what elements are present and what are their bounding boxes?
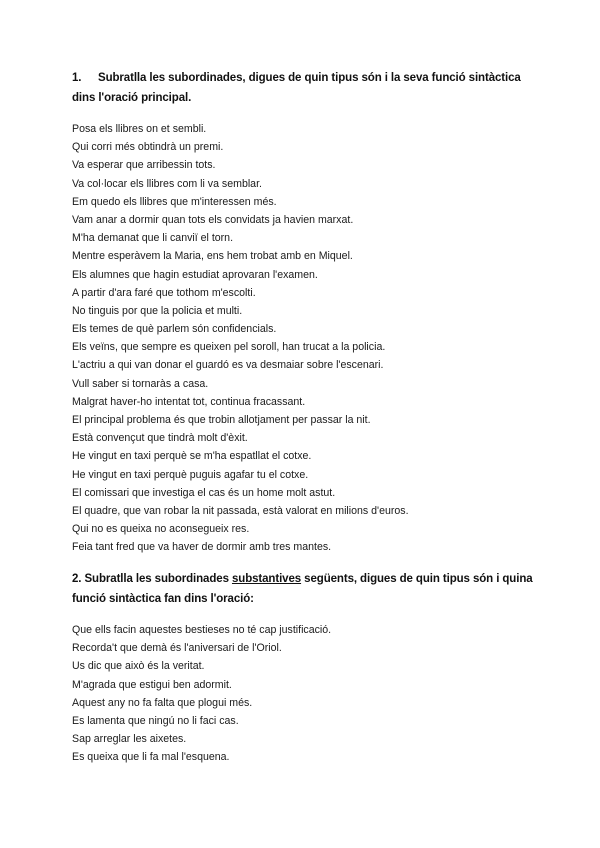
sentence: Posa els llibres on et sembli. (72, 123, 207, 135)
sentence: He vingut en taxi perquè puguis agafar tu el cotxe. (72, 468, 309, 481)
sentence: Els veïns, que sempre es queixen pel soroll, han trucat a la policia. (72, 341, 386, 354)
sentence: Els alumnes que hagin estudiat aprovaran l'examen. (72, 268, 318, 281)
exercise-2-sentence-list (72, 621, 331, 767)
sentence: Es queixa que li fa mal l'esquena. (72, 751, 230, 764)
sentence: Està convençut que tindrà molt d'èxit. (72, 432, 248, 445)
sentence: El quadre, que van robar la nit passada, està valorat en milions d'euros. (72, 504, 409, 517)
sentence: Feia tant fred que va haver de dormir amb tres mantes. (72, 541, 332, 554)
exercise-1-sentence-list (72, 120, 409, 557)
sentence: Malgrat haver-ho intentat tot, continua fracassant. (72, 395, 306, 408)
sentence: Recorda't que demà és l'aniversari de l'Oriol. (72, 642, 282, 655)
exercise-2-title-underlined: substantives (231, 573, 302, 585)
sentence: A partir d'ara faré que tothom m'escolti. (72, 286, 256, 299)
sentence: Va esperar que arribessin tots. (72, 159, 216, 172)
sentence: Que ells facin aquestes bestieses no té cap justificació. (72, 624, 332, 636)
sentence: He vingut en taxi perquè se m'ha espatllat el cotxe. (72, 450, 312, 463)
sentence: El comissari que investiga el cas és un home molt astut. (72, 486, 336, 499)
exercise-2-title-start: 2. Subratlla les subordinades (72, 573, 232, 585)
sentence: Vull saber si tornaràs a casa. (72, 377, 209, 390)
exercise-1-title: Subratlla les subordinades, digues de quin tipus són i la seva funció sintàctica dins l'oració principal. (72, 72, 521, 104)
sentence: Mentre esperàvem la Maria, ens hem trobat amb en Miquel. (72, 250, 353, 263)
sentence: Qui corri més obtindrà un premi. (72, 141, 224, 154)
sentence: El principal problema és que trobin allotjament per passar la nit. (72, 414, 371, 426)
sentence: M'ha demanat que li canviï el torn. (72, 232, 234, 245)
sentence: M'agrada que estigui ben adormit. (72, 678, 232, 691)
sentence: Va col·locar els llibres com li va semblar. (72, 177, 262, 190)
sentence: Aquest any no fa falta que plogui més. (72, 696, 253, 709)
sentence: Sap arreglar les aixetes. (72, 733, 187, 746)
sentence: No tinguis por que la policia et multi. (72, 304, 243, 317)
exercise-1-number: 1. (72, 72, 82, 84)
sentence: L'actriu a qui van donar el guardó es va desmaiar sobre l'escenari. (72, 359, 384, 372)
exercise-1-heading (72, 68, 542, 108)
sentence: Em quedo els llibres que m'interessen més. (72, 195, 277, 208)
sentence: Vam anar a dormir quan tots els convidats ja havien marxat. (72, 213, 354, 226)
sentence: Els temes de què parlem són confidencials. (72, 323, 277, 336)
sentence: Es lamenta que ningú no li faci cas. (72, 714, 239, 727)
exercise-2-heading (72, 569, 542, 609)
exercise-2-title-end: següents, digues de quin tipus són i quina funció sintàctica fan dins l'oració: (72, 573, 533, 605)
sentence: Qui no es queixa no aconsegueix res. (72, 523, 250, 536)
sentence: Us dic que això és la veritat. (72, 660, 205, 673)
